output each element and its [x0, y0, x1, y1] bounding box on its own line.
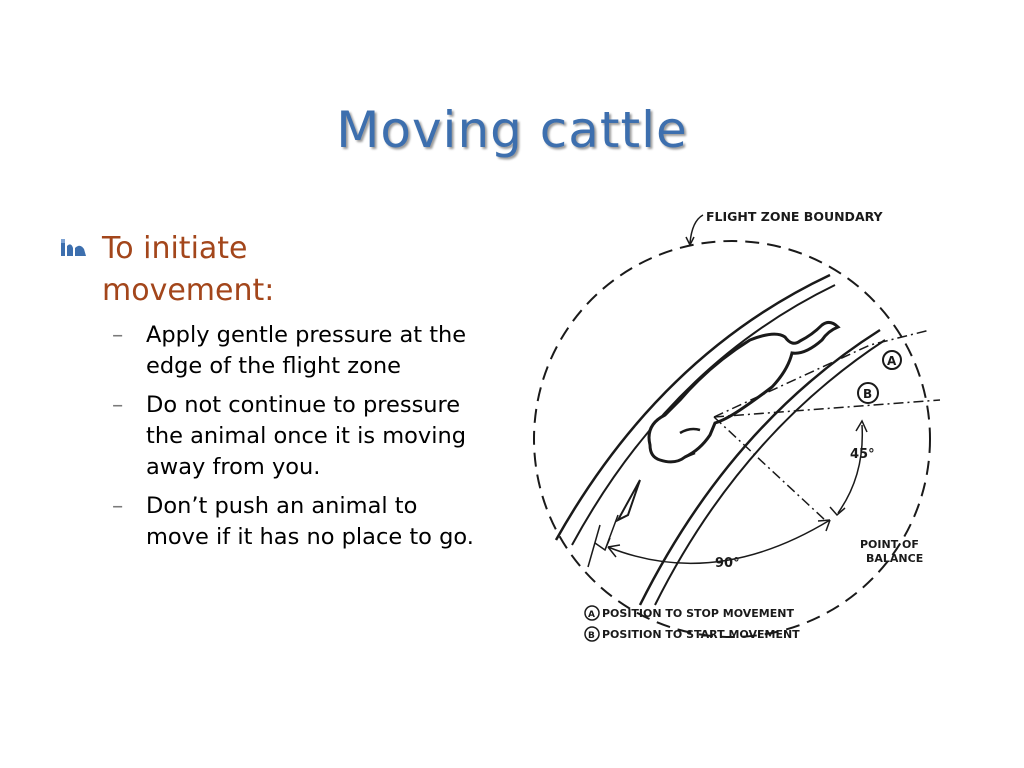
dash-marker: –: [112, 392, 124, 418]
dash-marker: –: [112, 322, 124, 348]
cow-outline: [649, 322, 838, 461]
bullet-marker-icon: [60, 236, 88, 258]
sub-bullet-text: Do not continue to pressure the animal once it is moving away from you.: [146, 392, 467, 480]
angle-45-label: 45°: [850, 447, 875, 462]
sub-bullet-item: [112, 491, 482, 553]
point-of-balance-label-1: POINT OF: [860, 538, 919, 551]
legend-a-text: POSITION TO STOP MOVEMENT: [602, 607, 794, 620]
legend-b-text: POSITION TO START MOVEMENT: [602, 628, 800, 641]
legend-b-letter: B: [588, 631, 595, 641]
angle-45-arc: [838, 425, 862, 513]
sub-bullet-text: Apply gentle pressure at the edge of the flight zone: [146, 322, 467, 379]
angle-90-label: 90°: [715, 556, 740, 571]
sub-bullet-text: Don’t push an animal to move if it has no place to go.: [146, 493, 474, 550]
head-point: [618, 480, 640, 520]
point-of-balance-label-2: BALANCE: [866, 552, 924, 565]
bullet-item: [60, 228, 480, 312]
position-a-letter: A: [887, 354, 897, 368]
boundary-leader: [690, 215, 703, 243]
balance-line-c: [714, 417, 825, 520]
flight-zone-circle: [534, 241, 930, 637]
position-b-letter: B: [863, 387, 873, 401]
sub-bullet-item: [112, 320, 482, 382]
slide-title: Moving cattle: [336, 101, 688, 159]
sub-bullet-item: [112, 390, 482, 483]
flight-zone-diagram: [500, 195, 960, 665]
dash-marker: –: [112, 493, 124, 519]
bullet-text: To initiate movement:: [102, 231, 275, 308]
flight-zone-boundary-label: FLIGHT ZONE BOUNDARY: [706, 209, 883, 224]
sub-bullet-list: [112, 320, 482, 561]
legend-a-letter: A: [588, 610, 595, 620]
